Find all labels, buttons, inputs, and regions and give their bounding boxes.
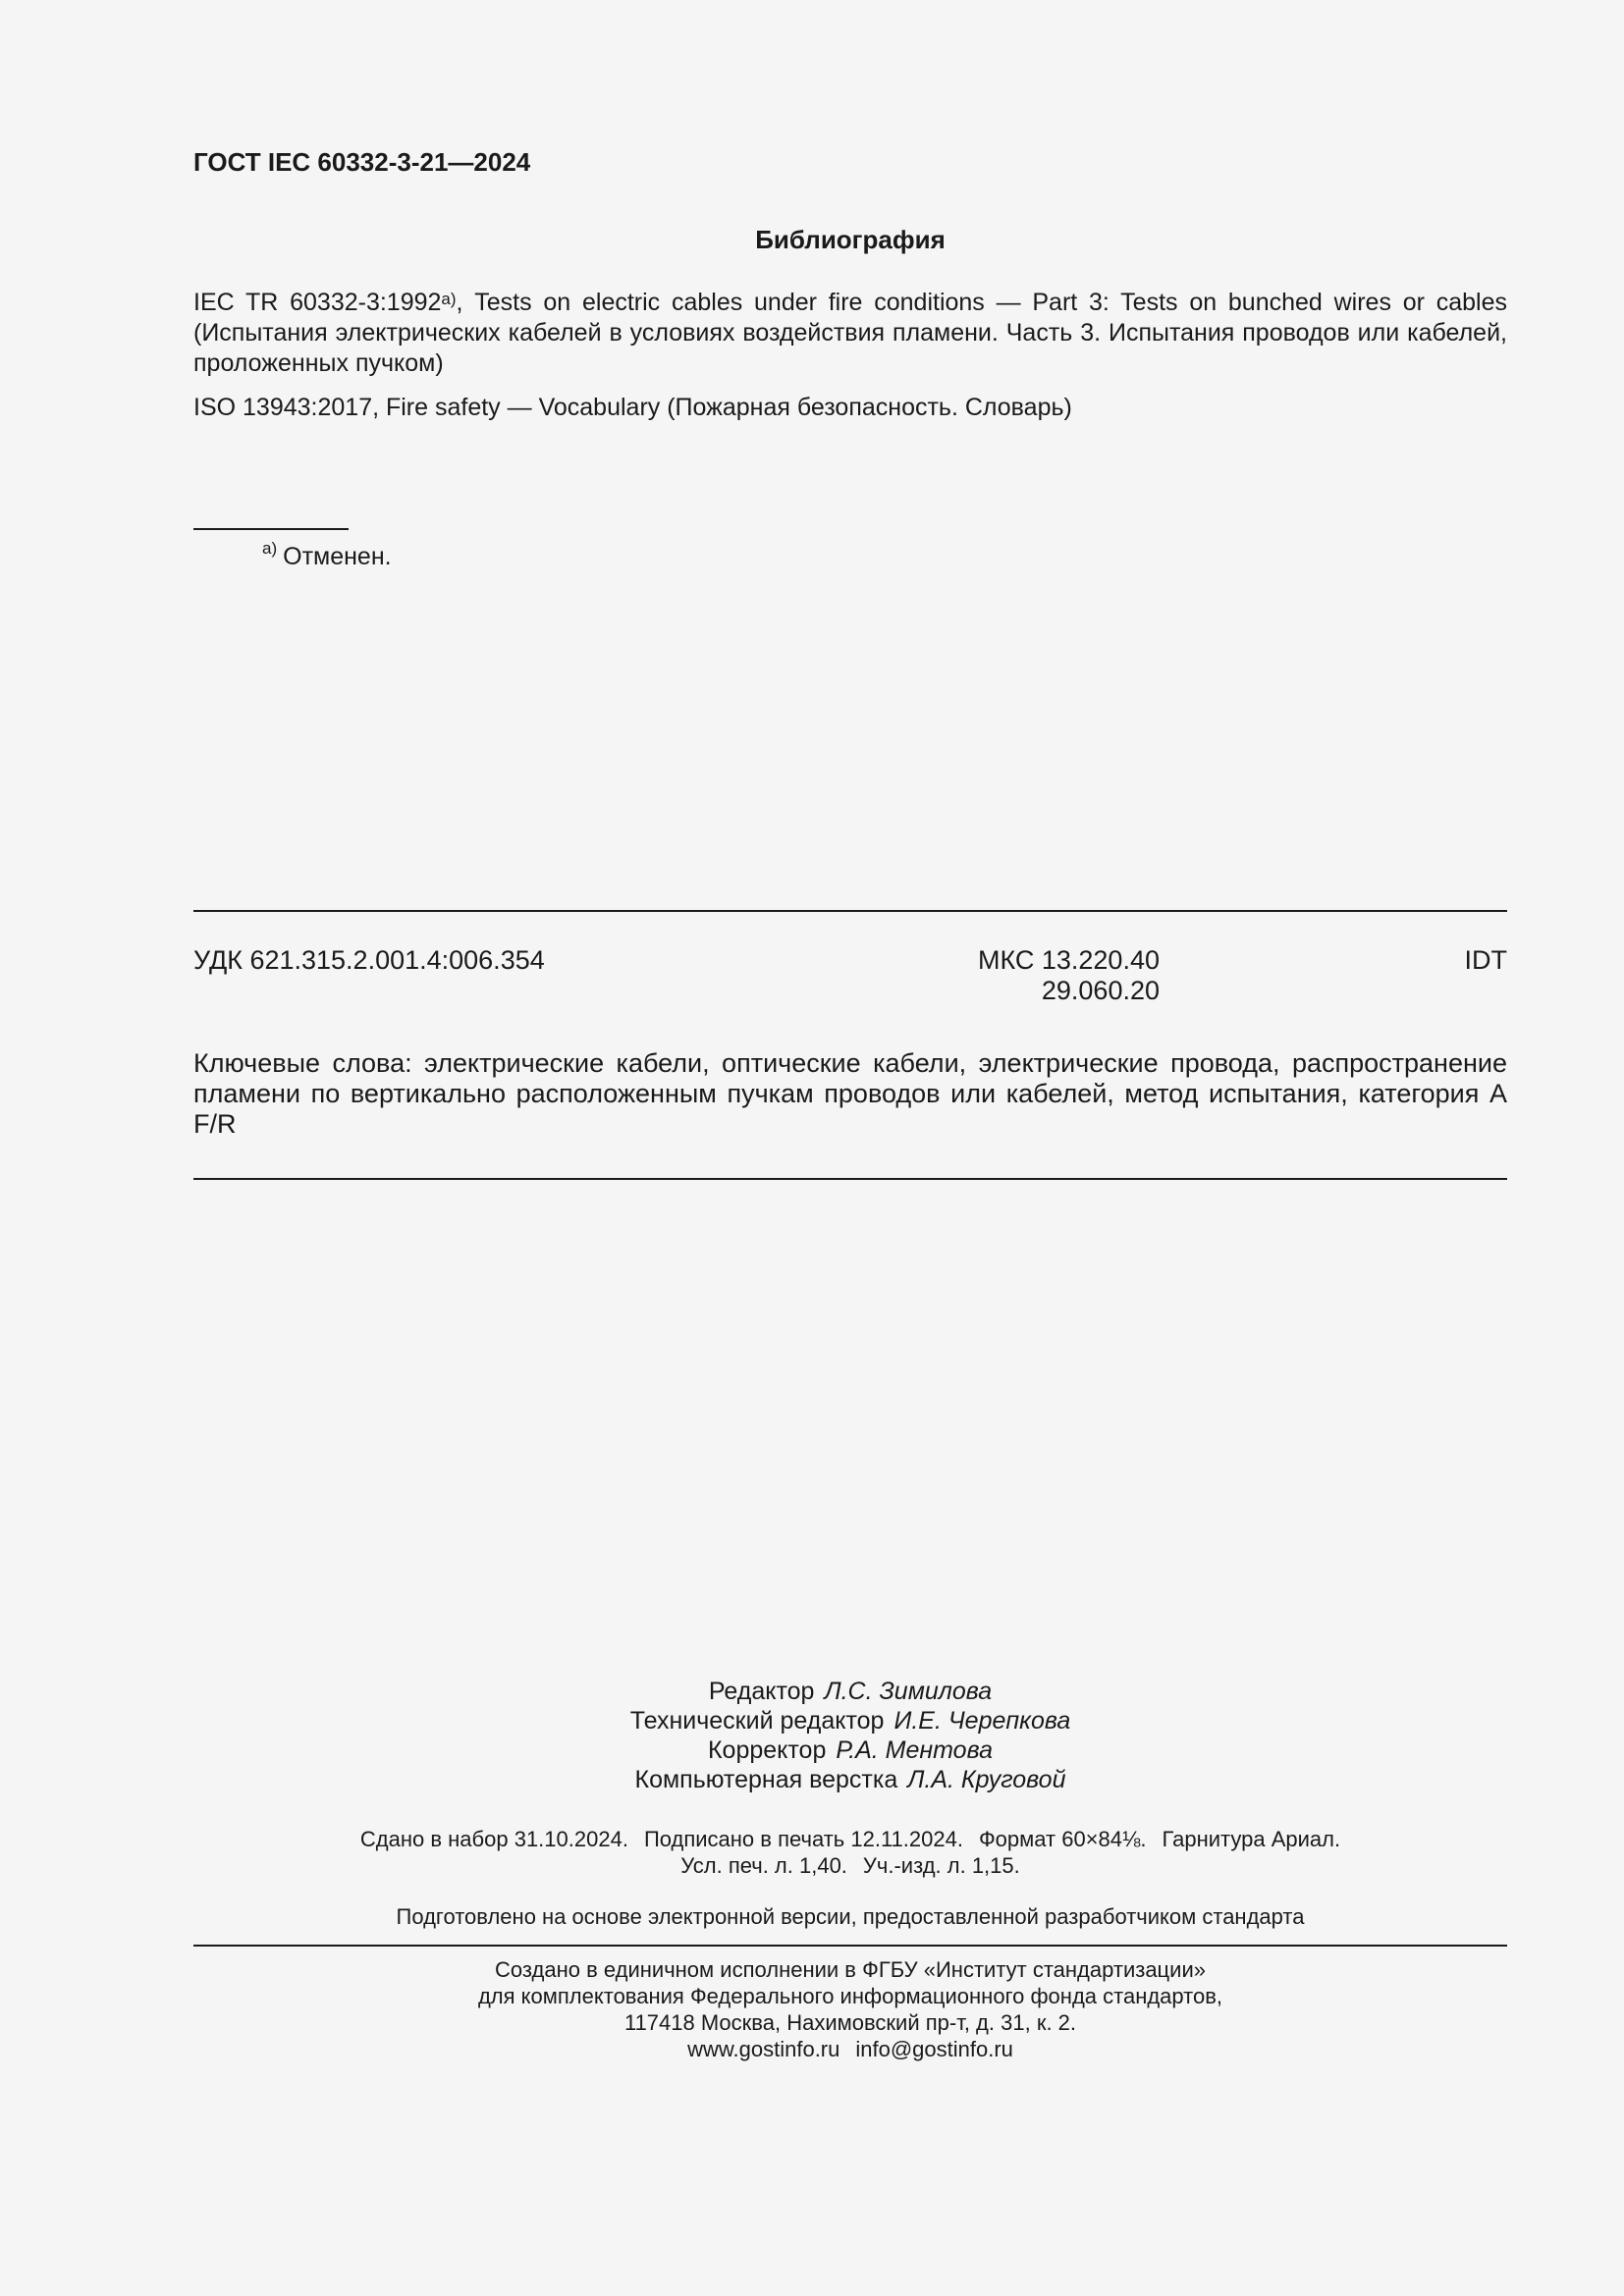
divider — [193, 910, 1507, 912]
prepared-note: Подготовлено на основе электронной версии, предоставленной разработчиком стандарта — [396, 1904, 1305, 1929]
print-info — [193, 1826, 1507, 1879]
print-info-line — [193, 1852, 1507, 1879]
divider — [193, 1178, 1507, 1180]
publisher-line: для комплектования Федерального информационного фонда стандартов, — [477, 1984, 1223, 2008]
udk-code: УДК 621.315.2.001.4:006.354 — [193, 945, 545, 975]
credit-name: Л.С. Зимилова — [824, 1678, 993, 1705]
print-pub-sheets: Уч.-изд. л. 1,15. — [862, 1853, 1020, 1878]
bibliography-title: Библиография — [755, 225, 946, 254]
print-set-date: Сдано в набор 31.10.2024. — [359, 1827, 628, 1851]
footnote-divider — [193, 528, 349, 530]
credit-name: Л.А. Круговой — [907, 1766, 1066, 1793]
credit-role: Корректор — [707, 1736, 827, 1764]
print-format: Формат 60×84⅛. — [978, 1827, 1147, 1851]
print-info-line — [193, 1826, 1507, 1852]
publisher-address: 117418 Москва, Нахимовский пр-т, д. 31, к. 2. — [623, 2010, 1077, 2035]
credit-role: Компьютерная верстка — [634, 1766, 898, 1793]
keywords: Ключевые слова: электрические кабели, оптические кабели, электрические провода, распространение пламени по вертикально расположенным пучкам проводов или кабелей, метод испытания, категория A F/R — [193, 1048, 1507, 1139]
ref-footnote-mark: а) — [441, 290, 457, 308]
divider — [193, 1945, 1507, 1947]
credits — [193, 1677, 1507, 1794]
email-link[interactable]: info@gostinfo.ru — [855, 2037, 1013, 2061]
credit-name: Р.А. Ментова — [836, 1736, 993, 1764]
footnote-text: Отменен. — [283, 543, 392, 570]
mks-code-2: 29.060.20 — [1041, 976, 1160, 1005]
bibliography-entry — [193, 288, 1507, 379]
mks-code-1: МКС 13.220.40 — [977, 945, 1160, 975]
credit-line — [193, 1765, 1507, 1794]
ref-code: IEC TR 60332-3:1992 — [193, 289, 442, 316]
print-signed-date: Подписано в печать 12.11.2024. — [643, 1827, 963, 1851]
idt-mark: IDT — [1464, 945, 1507, 975]
print-font: Гарнитура Ариал. — [1162, 1827, 1341, 1851]
document-code: ГОСТ IEC 60332-3-21—2024 — [193, 147, 531, 177]
publisher-line: Создано в единичном исполнении в ФГБУ «Институт стандартизации» — [495, 1957, 1206, 1982]
print-sheets: Усл. печ. л. 1,40. — [680, 1853, 847, 1878]
credit-line — [193, 1735, 1507, 1765]
ref-description: , Tests on electric cables under fire conditions — Part 3: Tests on bunched wires or cables (Испытания электрических кабелей в условиях воздействия пламени. Часть 3. Испытания проводов или кабелей, проложенных пучком) — [193, 289, 1507, 377]
bibliography-entry: ISO 13943:2017, Fire safety — Vocabulary (Пожарная безопасность. Словарь) — [193, 394, 1072, 421]
credit-line — [193, 1706, 1507, 1735]
credit-name: И.Е. Черепкова — [893, 1707, 1071, 1735]
website-link[interactable]: www.gostinfo.ru — [687, 2037, 840, 2061]
credit-role: Редактор — [708, 1678, 815, 1705]
credit-line — [193, 1677, 1507, 1706]
credit-role: Технический редактор — [629, 1707, 885, 1735]
publisher-info — [193, 1956, 1507, 2062]
mks-codes — [913, 945, 1160, 1006]
publisher-contacts — [193, 2036, 1507, 2062]
footnote — [262, 539, 392, 571]
footnote-mark: а) — [262, 539, 278, 558]
